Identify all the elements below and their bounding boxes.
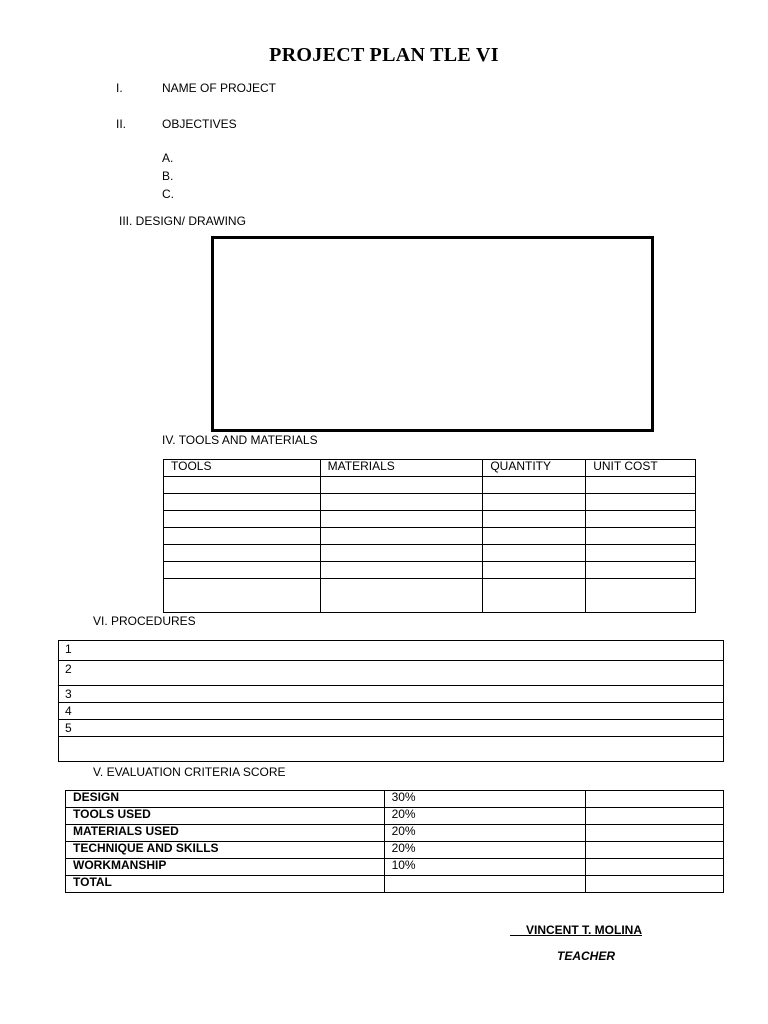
- procedure-row: [59, 703, 724, 720]
- table-row: [164, 494, 696, 511]
- table-cell: [320, 545, 483, 562]
- table-cell: [586, 511, 696, 528]
- table-row: [66, 791, 724, 808]
- table-cell: [164, 545, 321, 562]
- table-cell: [586, 528, 696, 545]
- criteria-cell: WORKMANSHIP: [66, 859, 385, 876]
- table-cell: [320, 528, 483, 545]
- table-row: [164, 528, 696, 545]
- table-cell: [320, 494, 483, 511]
- table-row: [66, 876, 724, 893]
- table-cell: [586, 545, 696, 562]
- signature-name: VINCENT T. MOLINA: [526, 923, 642, 937]
- design-drawing-box: [211, 236, 654, 432]
- table-cell: [483, 562, 586, 579]
- score-cell: [586, 876, 724, 893]
- table-cell: [320, 562, 483, 579]
- procedure-row: [59, 737, 724, 762]
- procedure-row: [59, 686, 724, 703]
- signature-line: [510, 935, 642, 936]
- evaluation-label: V. EVALUATION CRITERIA SCORE: [93, 765, 286, 779]
- table-cell: [164, 511, 321, 528]
- table-cell: [483, 477, 586, 494]
- weight-cell: [384, 876, 586, 893]
- weight-cell: 10%: [384, 859, 586, 876]
- tools-materials-label: IV. TOOLS AND MATERIALS: [162, 433, 318, 447]
- signature-block: [510, 921, 642, 939]
- score-cell: [586, 808, 724, 825]
- table-cell: [586, 579, 696, 613]
- objectives-label: OBJECTIVES: [162, 117, 237, 131]
- table-row: [164, 562, 696, 579]
- procedure-row: [59, 661, 724, 686]
- table-cell: [320, 511, 483, 528]
- criteria-cell: TECHNIQUE AND SKILLS: [66, 842, 385, 859]
- criteria-cell: MATERIALS USED: [66, 825, 385, 842]
- table-cell: [483, 528, 586, 545]
- page-title: PROJECT PLAN TLE VI: [269, 44, 499, 66]
- design-drawing-label: III. DESIGN/ DRAWING: [119, 214, 246, 228]
- objective-item-c: C.: [162, 187, 174, 201]
- table-header-unit-cost: UNIT COST: [586, 460, 696, 477]
- table-cell: [483, 494, 586, 511]
- table-cell: [164, 477, 321, 494]
- table-row: [66, 825, 724, 842]
- procedure-step: [59, 737, 724, 762]
- weight-cell: 30%: [384, 791, 586, 808]
- table-row: [164, 579, 696, 613]
- criteria-cell: TOOLS USED: [66, 808, 385, 825]
- table-cell: [586, 477, 696, 494]
- table-row: [66, 808, 724, 825]
- section-numeral-name: I.: [116, 81, 123, 95]
- table-header-row: [164, 460, 696, 477]
- criteria-cell: TOTAL: [66, 876, 385, 893]
- table-row: [164, 477, 696, 494]
- table-header-materials: MATERIALS: [320, 460, 483, 477]
- score-cell: [586, 791, 724, 808]
- table-header-quantity: QUANTITY: [483, 460, 586, 477]
- procedure-step: 4: [59, 703, 724, 720]
- procedure-step: 3: [59, 686, 724, 703]
- weight-cell: 20%: [384, 842, 586, 859]
- procedures-table: [58, 640, 724, 762]
- weight-cell: 20%: [384, 825, 586, 842]
- table-row: [66, 859, 724, 876]
- table-header-tools: TOOLS: [164, 460, 321, 477]
- table-cell: [164, 528, 321, 545]
- criteria-cell: DESIGN: [66, 791, 385, 808]
- table-cell: [483, 579, 586, 613]
- procedure-step: 1: [59, 641, 724, 661]
- table-row: [66, 842, 724, 859]
- evaluation-table: [65, 790, 724, 893]
- table-cell: [586, 562, 696, 579]
- objective-item-a: A.: [162, 151, 174, 165]
- procedures-label: VI. PROCEDURES: [93, 614, 196, 628]
- procedure-row: [59, 720, 724, 737]
- table-cell: [483, 545, 586, 562]
- procedure-step: 5: [59, 720, 724, 737]
- table-cell: [586, 494, 696, 511]
- table-cell: [320, 579, 483, 613]
- table-cell: [164, 562, 321, 579]
- table-cell: [164, 494, 321, 511]
- name-of-project-label: NAME OF PROJECT: [162, 81, 277, 95]
- procedure-row: [59, 641, 724, 661]
- score-cell: [586, 825, 724, 842]
- weight-cell: 20%: [384, 808, 586, 825]
- table-row: [164, 545, 696, 562]
- score-cell: [586, 859, 724, 876]
- procedure-step: 2: [59, 661, 724, 686]
- objective-item-b: B.: [162, 169, 174, 183]
- table-cell: [164, 579, 321, 613]
- section-numeral-objectives: II.: [116, 117, 127, 131]
- tools-materials-table: [163, 459, 696, 613]
- table-cell: [483, 511, 586, 528]
- score-cell: [586, 842, 724, 859]
- table-row: [164, 511, 696, 528]
- signature-role: TEACHER: [557, 949, 616, 963]
- table-cell: [320, 477, 483, 494]
